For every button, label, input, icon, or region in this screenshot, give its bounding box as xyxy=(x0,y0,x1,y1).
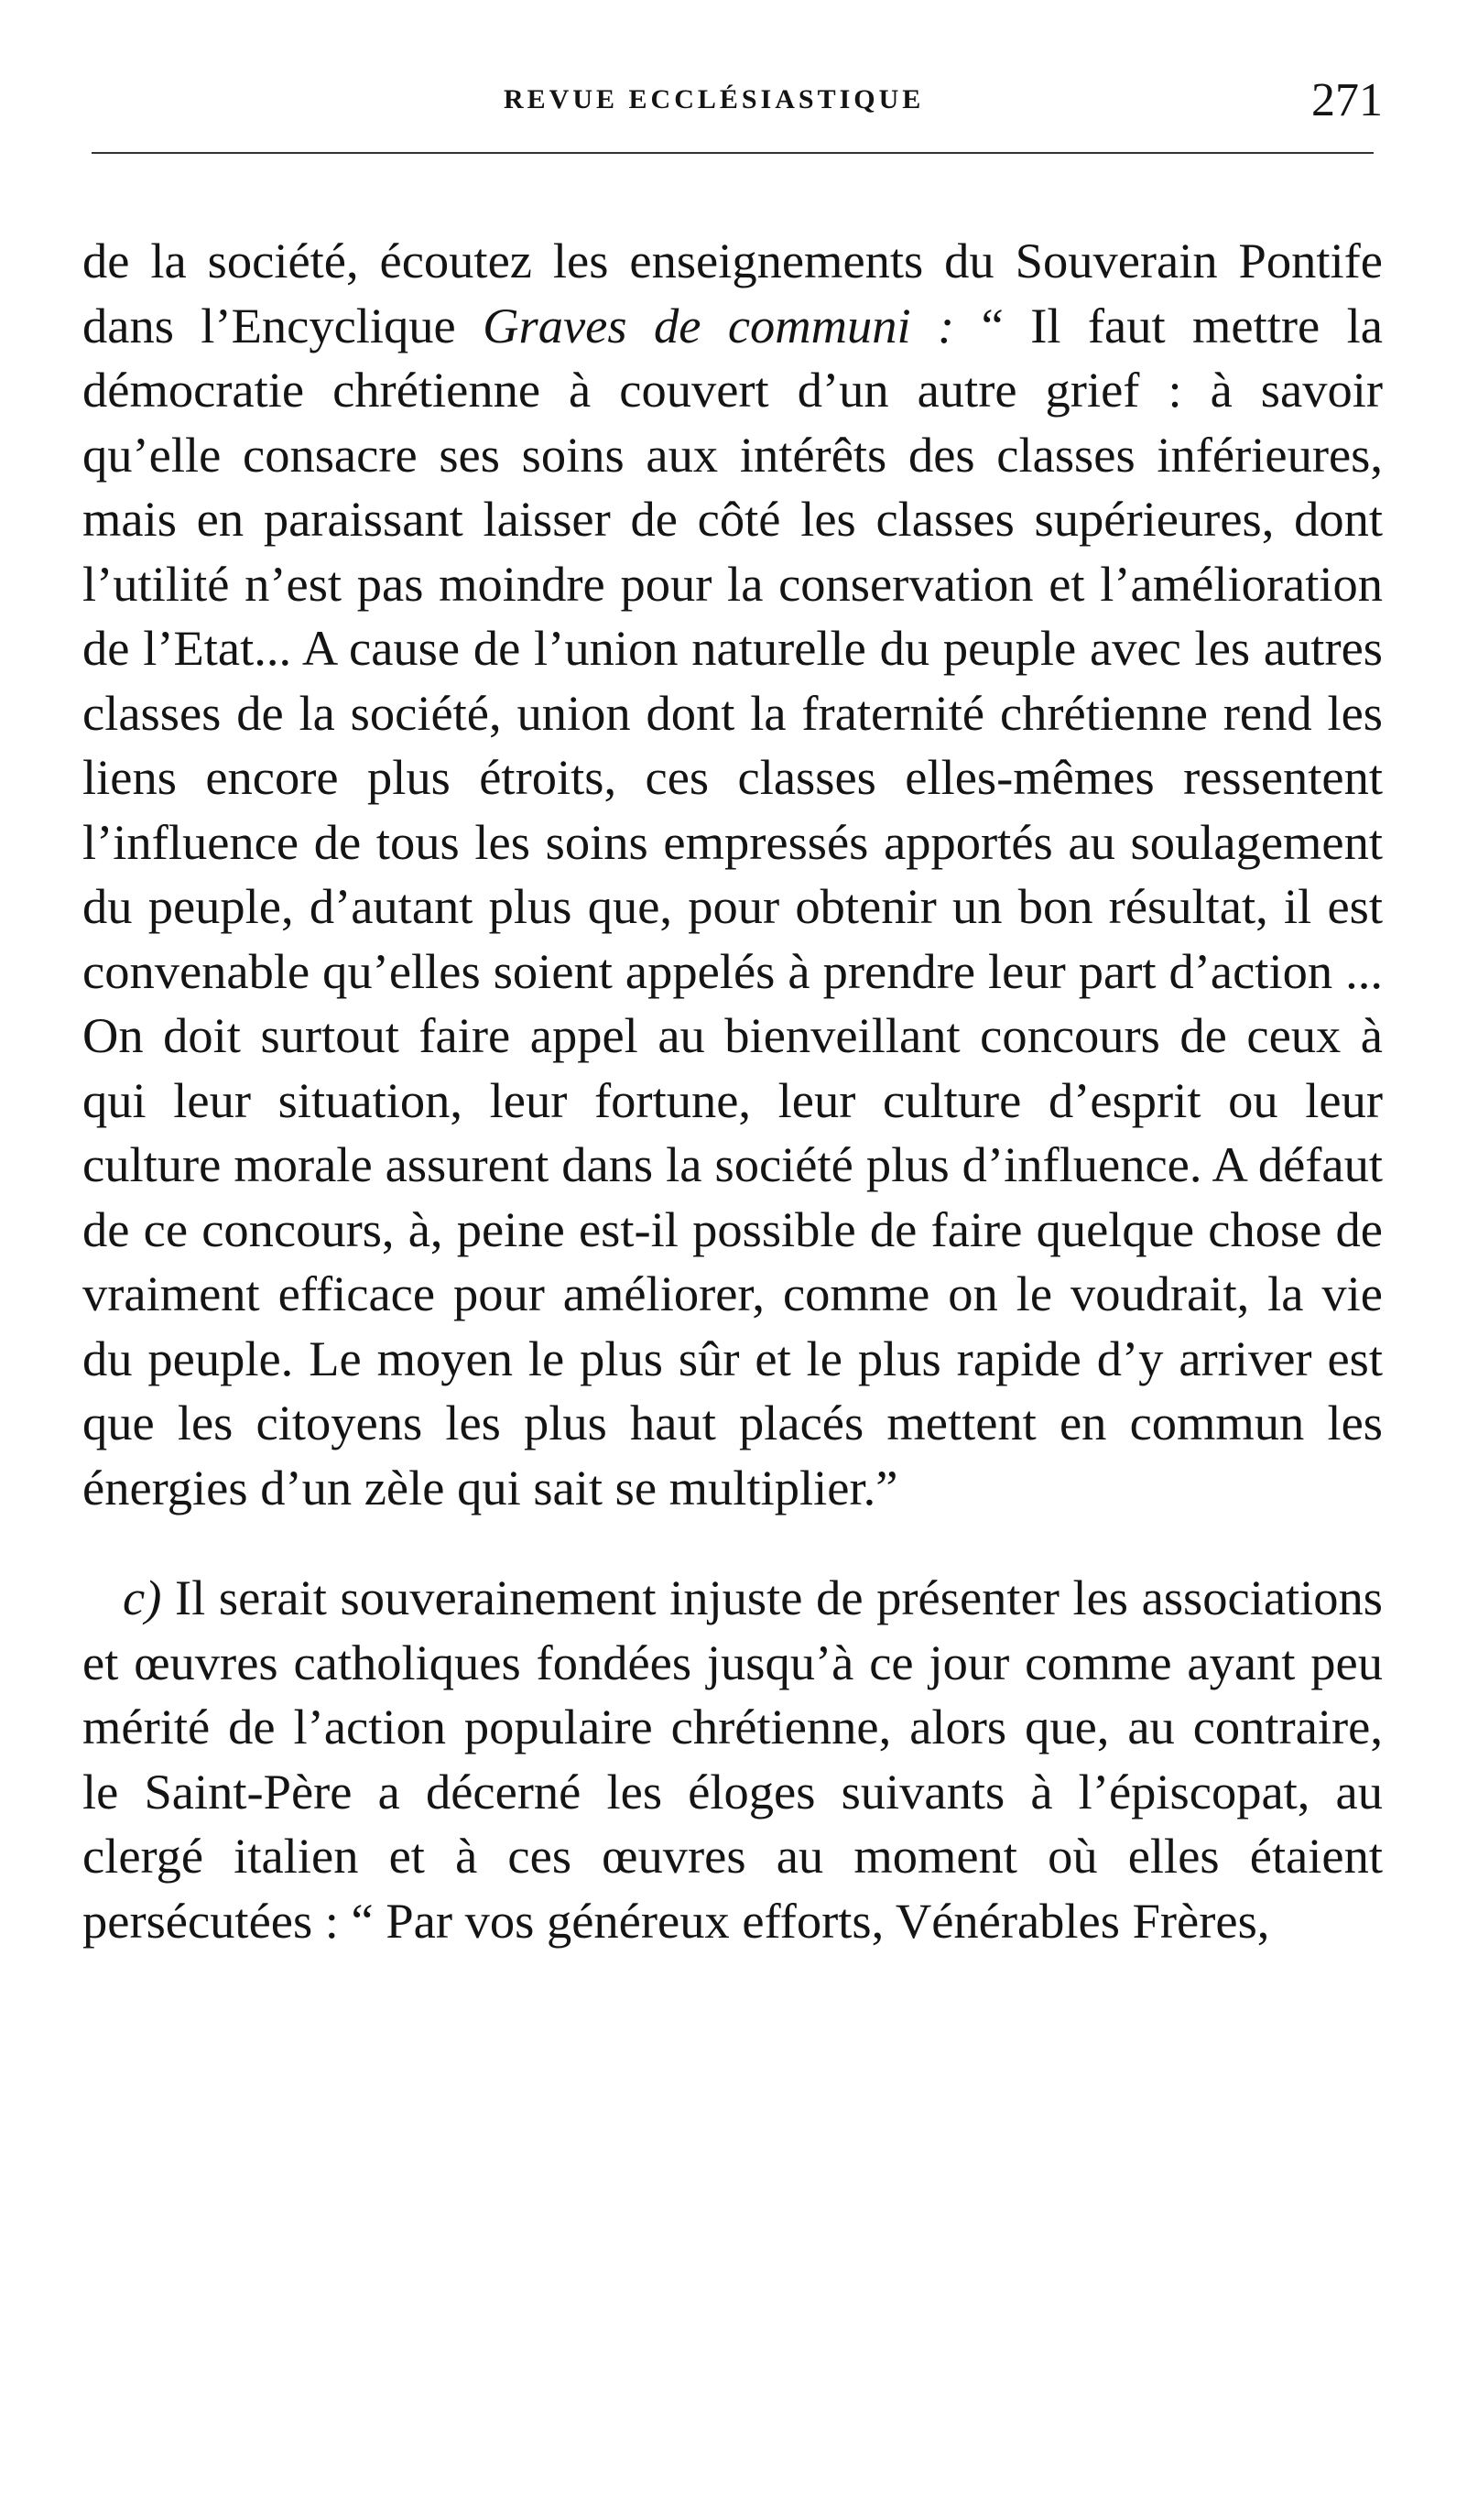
paragraph-c xyxy=(82,1566,1383,1953)
running-title: REVUE ECCLÉSIASTIQUE xyxy=(504,84,925,114)
list-marker-c: c) xyxy=(123,1570,162,1625)
page-number: 271 xyxy=(1311,74,1383,126)
paragraph-2-text: Il serait souverainement injuste de présenter les associations et œuvres catholiques fondées jusqu’à ce jour comme ayant peu mérité de l’action populaire chrétienne, alors que, au contraire, le Saint-Père a décerné les éloges suivants à l’épiscopat, au clergé italien et à ces œuvres au moment où elles étaient persécutées : “ Par vos généreux efforts, Vénérables Frères, xyxy=(82,1570,1383,1949)
page-header xyxy=(82,73,1383,137)
paragraph-quote xyxy=(82,229,1383,1520)
paragraph-1-text: de la société, écoutez les enseignements du Souverain Pontife dans l’Encyclique xyxy=(82,233,1383,353)
header-rule xyxy=(92,152,1374,154)
body-text xyxy=(82,229,1383,1953)
paragraph-1-quote: “ Il faut mettre la démocratie chrétienne à couvert d’un autre grief : à savoir qu’elle consacre ses soins aux intérêts des classes inférieures, mais en paraissant laisser de côté les classes supérieures, dont l’utilité n’est pas moindre pour la conservation et l’amélioration de l’Etat... A cause de l’union naturelle du peuple avec les autres classes de la société, union dont la fraternité chrétienne rend les liens encore plus étroits, ces classes elles-mêmes ressentent l’influence de tous les soins empressés apportés au soulagement du peuple, d’autant plus que, pour obtenir un bon résultat, il est convenable qu’elles soient appelés à prendre leur part d’action ... On doit surtout faire appel au bienveillant concours de ceux à qui leur situation, leur fortune, leur culture d’esprit ou leur culture morale assurent dans la société plus d’influence. A défaut de ce concours, à, peine est-il possible de faire quelque chose de vraiment efficace pour améliorer, comme on le voudrait, la vie du peuple. Le moyen le plus sûr et le plus rapide d’y arriver est que les citoyens les plus haut placés mettent en commun les énergies d’un zèle qui sait se multiplier.” xyxy=(82,297,1383,1515)
encyclical-title: Graves de communi : xyxy=(483,297,955,353)
